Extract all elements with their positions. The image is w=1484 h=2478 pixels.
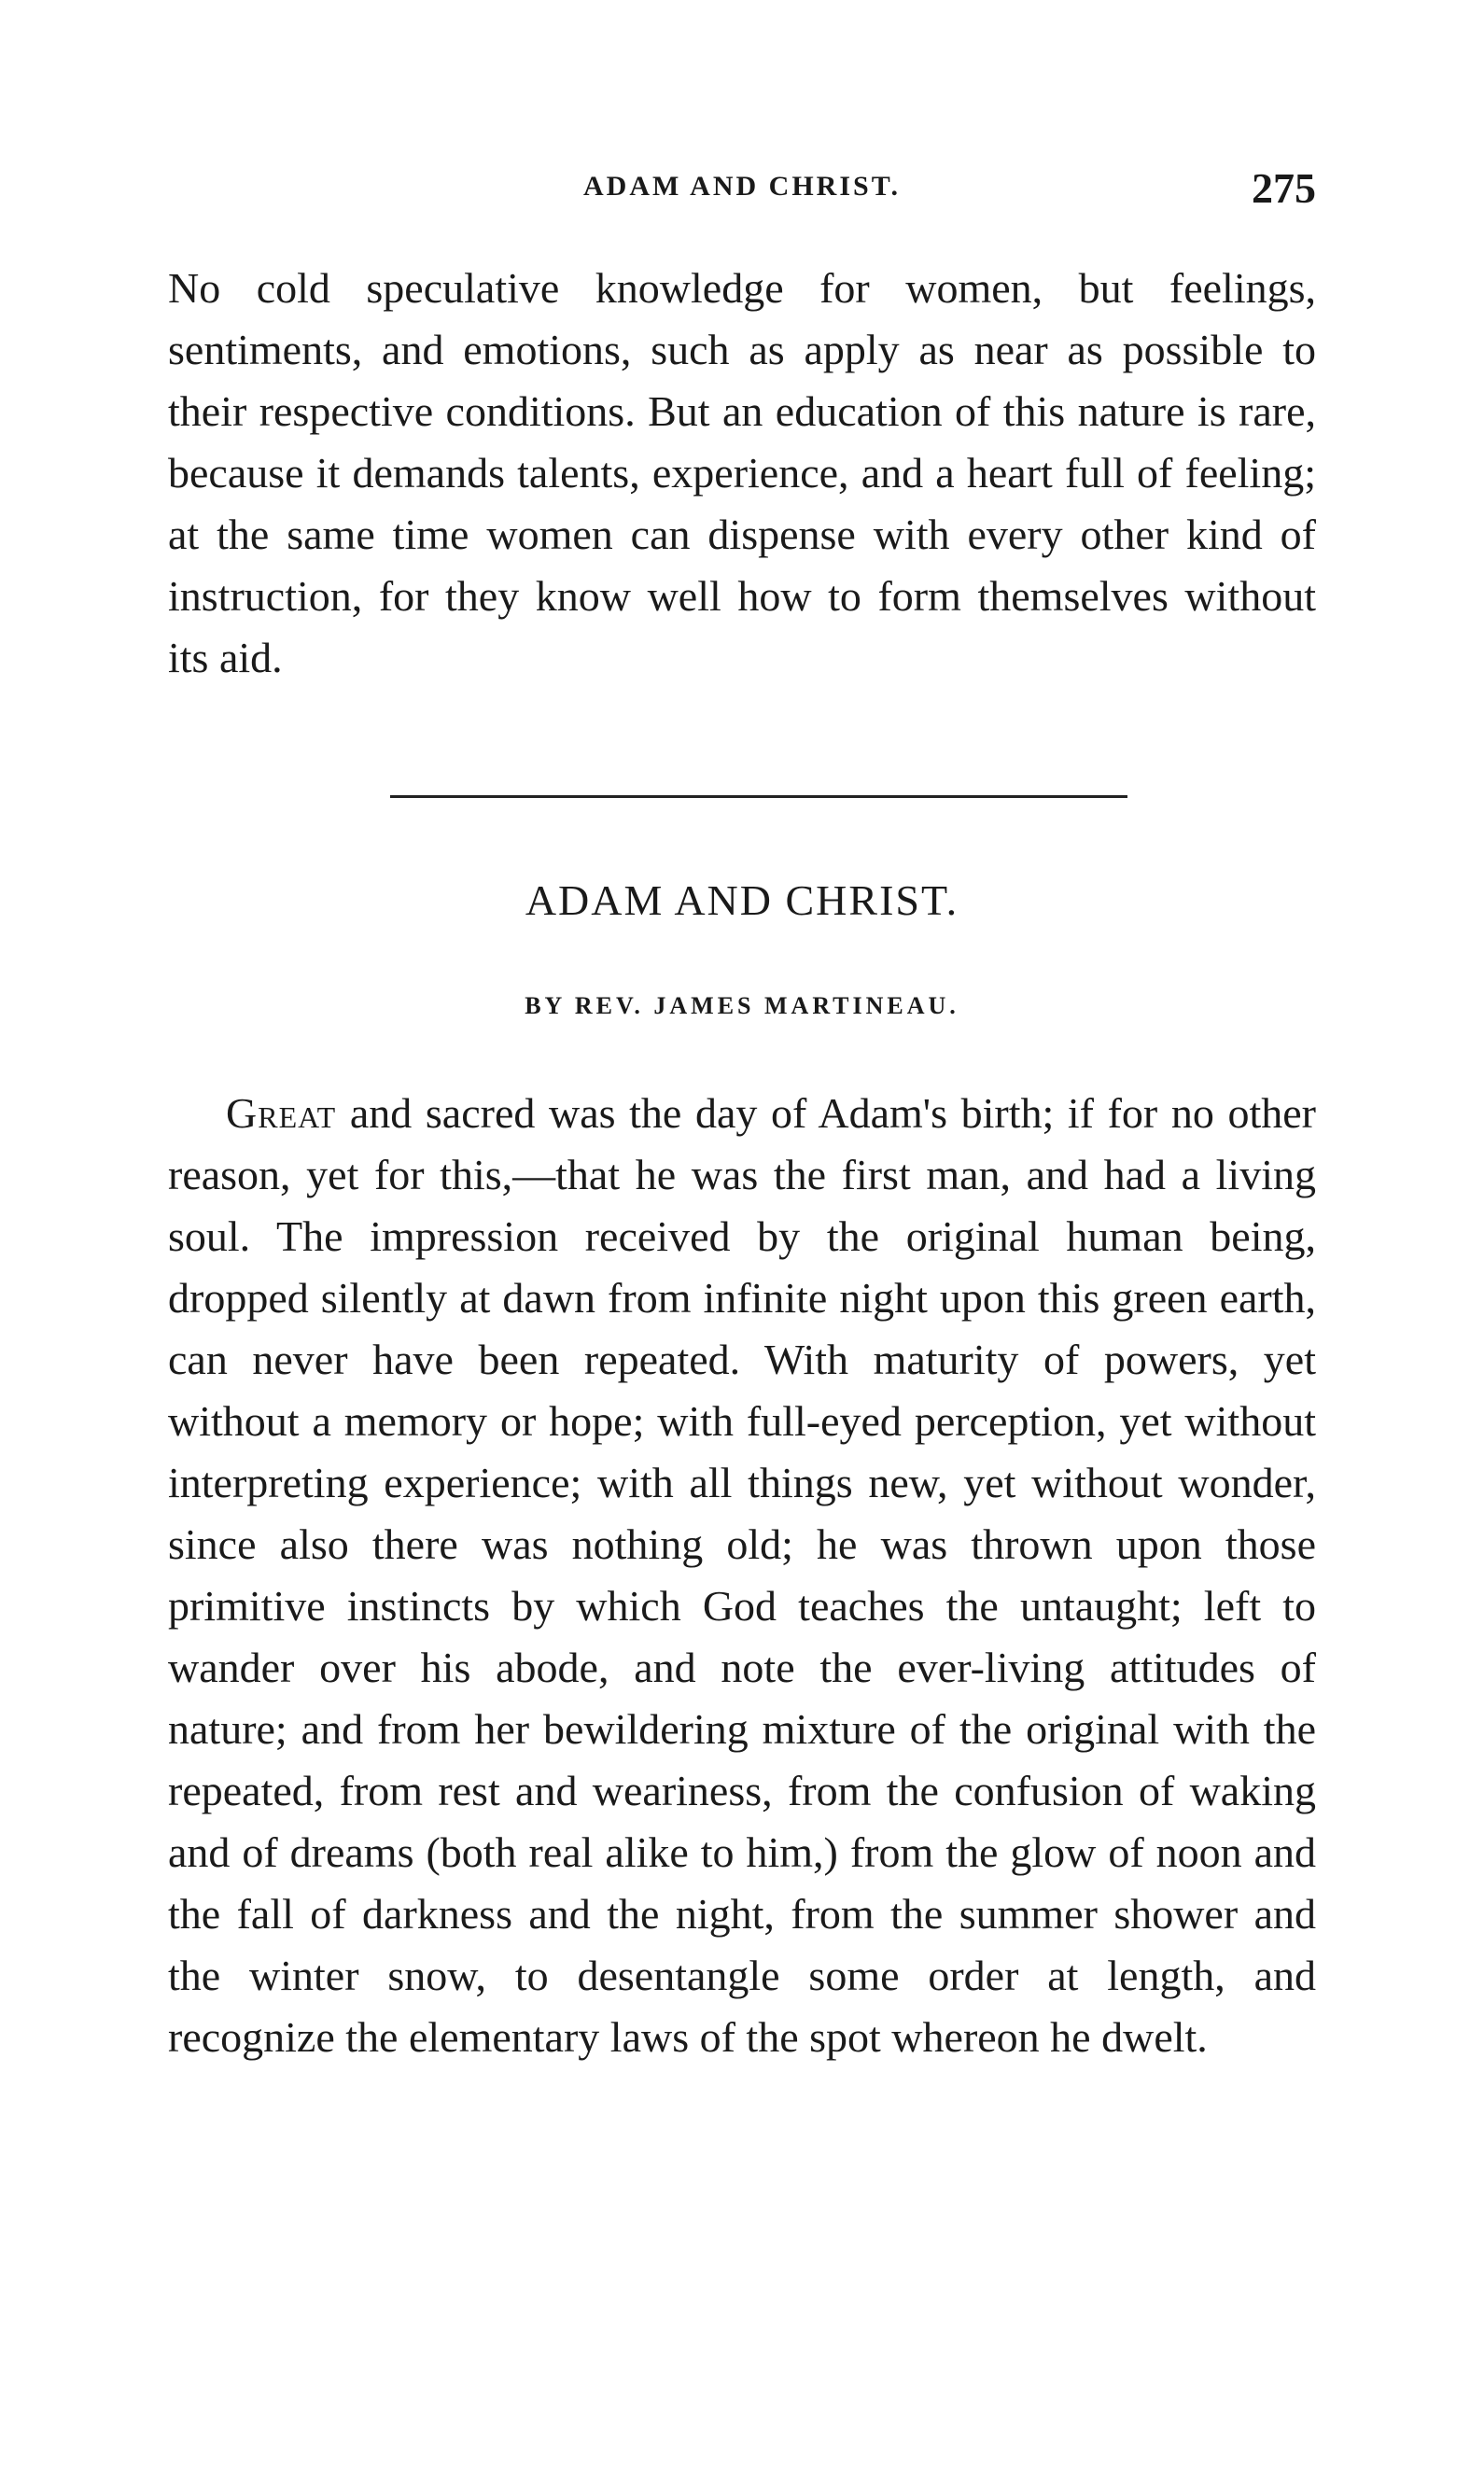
running-title: ADAM AND CHRIST. [583,171,901,202]
article-title: ADAM AND CHRIST. [525,876,959,924]
page-number: 275 [1252,164,1316,212]
running-head [168,163,1316,219]
section-divider [390,795,1127,798]
article-body [168,1083,1316,2068]
article-body-text: and sacred was the day of Adam's birth; if for no other reason, yet for this,—that he was the first man, and had a living soul. The impression received by the original human being, dropped silently at dawn from infinite night upon this green earth, can never have been repeated. With maturity of powers, yet without a memory or hope; with full-eyed perception, yet without interpreting experience; with all things new, yet without wonder, since also there was nothing old; he was thrown upon those primitive instincts by which God teaches the untaught; left to wander over his abode, and note the ever-living attitudes of nature; and from her bewildering mixture of the original with the repeated, from rest and weariness, from the confusion of waking and of dreams (both real alike to him,) from the glow of noon and the fall of darkness and the night, from the summer shower and the winter snow, to desentangle some order at length, and recognize the elementary laws of the spot whereon he dwelt. [168,1089,1316,2061]
article-first-word: Great [226,1089,337,1137]
article-byline: BY REV. JAMES MARTINEAU. [525,992,959,1019]
previous-article-text: No cold speculative knowledge for women, but feelings, sentiments, and emotions, such as apply as near as possible to their respective conditions. But an education of this nature is rare, because it demands talents, experience, and a heart full of feeling; at the same time women can dispense with every other kind of instruction, for they know well how to form themselves without its aid. [168,264,1316,681]
